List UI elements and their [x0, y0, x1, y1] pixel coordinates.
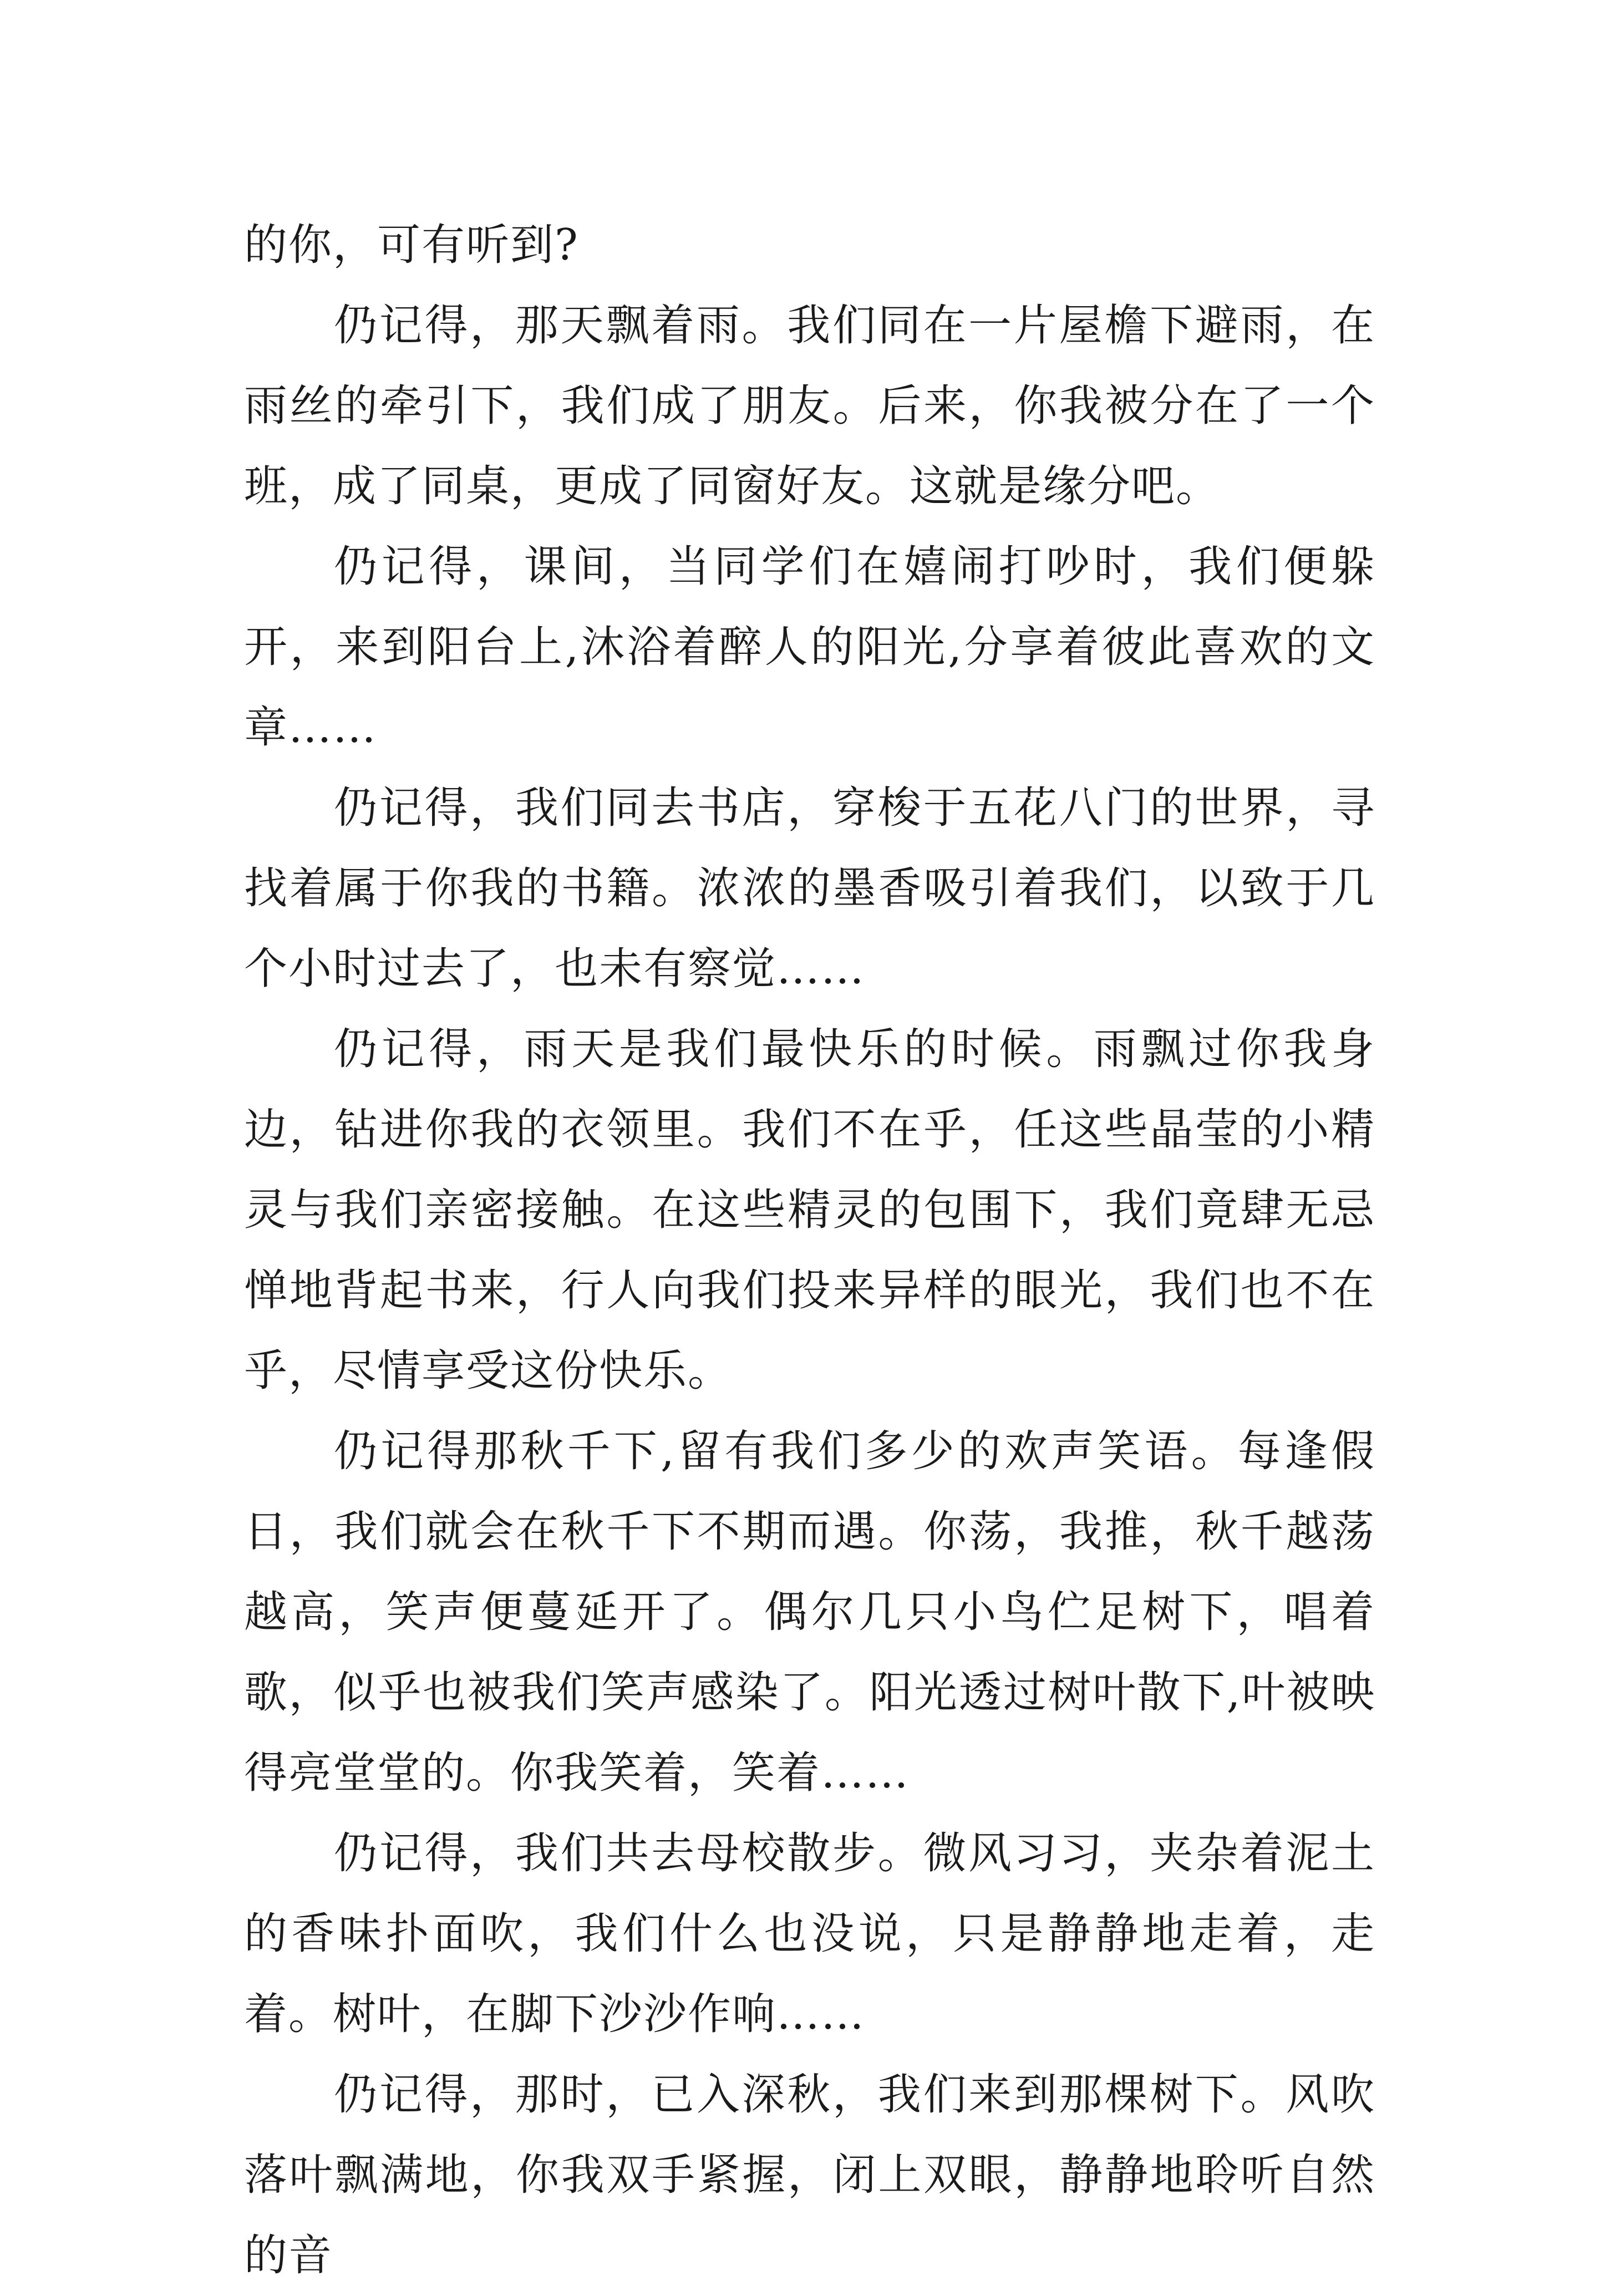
document-page	[244, 205, 1375, 2296]
paragraph-5: 仍记得，雨天是我们最快乐的时候。雨飘过你我身边，钻进你我的衣领里。我们不在乎，任这些晶莹的小精灵与我们亲密接触。在这些精灵的包围下，我们竟肆无忌惮地背起书来，行人向我们投来异样的眼光，我们也不在乎，尽情享受这份快乐。	[244, 1024, 1375, 1396]
paragraph-2: 仍记得，那天飘着雨。我们同在一片屋檐下避雨，在雨丝的牵引下，我们成了朋友。后来，你我被分在了一个班，成了同桌，更成了同窗好友。这就是缘分吧。	[244, 301, 1375, 511]
paragraph-6: 仍记得那秋千下,留有我们多少的欢声笑语。每逢假日，我们就会在秋千下不期而遇。你荡，我推，秋千越荡越高，笑声便蔓延开了。偶尔几只小鸟伫足树下，唱着歌，似乎也被我们笑声感染了。阳光透过树叶散下,叶被映得亮堂堂的。你我笑着，笑着……	[244, 1426, 1375, 1798]
paragraph-3: 仍记得，课间，当同学们在嬉闹打吵时，我们便躲开，来到阳台上,沐浴着醉人的阳光,分享着彼此喜欢的文章……	[244, 542, 1375, 753]
paragraph-7: 仍记得，我们共去母校散步。微风习习，夹杂着泥土的香味扑面吹，我们什么也没说，只是静静地走着，走着。树叶，在脚下沙沙作响……	[244, 1828, 1375, 2039]
paragraph-4: 仍记得，我们同去书店，穿梭于五花八门的世界，寻找着属于你我的书籍。浓浓的墨香吸引着我们，以致于几个小时过去了，也未有察觉……	[244, 783, 1375, 994]
paragraph-8: 仍记得，那时，已入深秋，我们来到那棵树下。风吹落叶飘满地，你我双手紧握，闭上双眼，静静地聆听自然的音	[244, 2070, 1375, 2280]
paragraph-1: 的你，可有听到?	[244, 220, 579, 270]
